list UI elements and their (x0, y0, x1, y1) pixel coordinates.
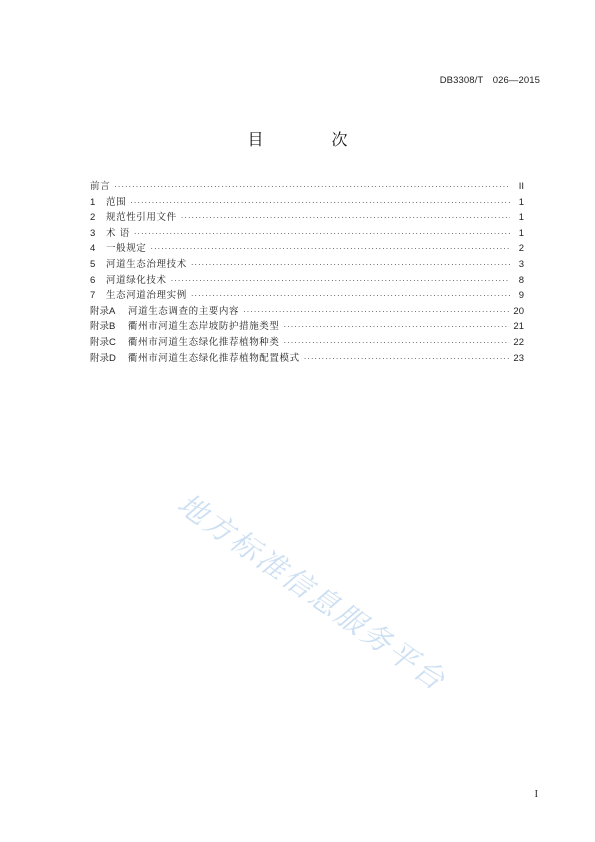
toc-entry-number: 附录B (90, 321, 116, 333)
toc-entry-label: 生态河道治理实例 (106, 290, 187, 302)
toc-entry-number: 6 (90, 274, 96, 286)
toc-entry-scope[interactable] (90, 195, 524, 211)
toc-entry-page: 2 (518, 243, 524, 255)
toc-entry-page: 9 (518, 290, 524, 302)
toc-entry-number: 附录D (90, 352, 116, 364)
watermark: 地方标准信息服务平台 (171, 486, 453, 698)
toc-entry-label: 衢州市河道生态岸坡防护措施类型 (128, 321, 280, 333)
toc-leader-dots (150, 241, 510, 257)
toc-entry-normative-references[interactable] (90, 210, 524, 226)
toc-entry-label: 衢州市河道生态绿化推荐植物种类 (128, 336, 280, 348)
toc-entry-number: 附录C (90, 336, 116, 348)
toc-leader-dots (191, 257, 510, 273)
toc-entry-page: II (518, 181, 524, 192)
toc-entry-number: 2 (90, 212, 96, 224)
toc-entry-label: 一般规定 (106, 243, 147, 255)
page-number: I (534, 789, 538, 800)
toc-entry-appendix-c[interactable] (90, 335, 524, 351)
toc-entry-page: 8 (518, 274, 524, 286)
toc-entry-number: 7 (90, 290, 96, 302)
toc-entry-label: 规范性引用文件 (106, 212, 177, 224)
toc-leader-dots (304, 351, 510, 367)
toc-entry-number: 附录A (90, 305, 116, 317)
toc-entry-page: 21 (513, 321, 524, 333)
toc-entry-page: 1 (518, 196, 524, 208)
toc-entry-general-provisions[interactable] (90, 241, 524, 257)
toc-entry-page: 23 (513, 352, 524, 364)
toc-entry-ecological-treatment[interactable] (90, 257, 524, 273)
toc-entry-greening-technology[interactable] (90, 273, 524, 289)
toc-title: 目 次 (247, 130, 374, 149)
toc-leader-dots (191, 288, 510, 304)
toc-entry-page: 3 (518, 258, 524, 270)
toc-entry-label: 河道绿化技术 (106, 274, 167, 286)
toc-entry-page: 1 (518, 212, 524, 224)
toc-entry-label: 前言 (90, 181, 111, 192)
toc-entry-label: 衢州市河道生态绿化推荐植物配置模式 (128, 352, 300, 364)
table-of-contents (90, 179, 524, 366)
toc-entry-number: 4 (90, 243, 96, 255)
toc-entry-number: 3 (90, 227, 96, 239)
toc-entry-treatment-examples[interactable] (90, 288, 524, 304)
toc-entry-page: 1 (518, 227, 524, 239)
toc-entry-page: 20 (513, 305, 524, 317)
toc-entry-appendix-b[interactable] (90, 319, 524, 335)
toc-entry-label: 术 语 (106, 227, 130, 239)
document-code: DB3308/T 026—2015 (439, 75, 540, 86)
toc-entry-label: 河道生态调查的主要内容 (128, 305, 240, 317)
toc-entry-appendix-d[interactable] (90, 351, 524, 367)
toc-leader-dots (130, 195, 510, 211)
toc-entry-appendix-a[interactable] (90, 304, 524, 320)
toc-entry-number: 5 (90, 258, 96, 270)
toc-entry-page: 22 (513, 336, 524, 348)
toc-leader-dots (114, 179, 510, 195)
toc-entry-label: 范围 (106, 196, 127, 208)
toc-leader-dots (181, 210, 510, 226)
toc-entry-terms[interactable] (90, 226, 524, 242)
toc-leader-dots (284, 335, 510, 351)
toc-leader-dots (243, 304, 509, 320)
toc-leader-dots (284, 319, 510, 335)
toc-entry-number: 1 (90, 196, 96, 208)
toc-entry-label: 河道生态治理技术 (106, 258, 187, 270)
toc-leader-dots (134, 226, 510, 242)
toc-entry-foreword[interactable] (90, 179, 524, 195)
toc-leader-dots (171, 273, 510, 289)
